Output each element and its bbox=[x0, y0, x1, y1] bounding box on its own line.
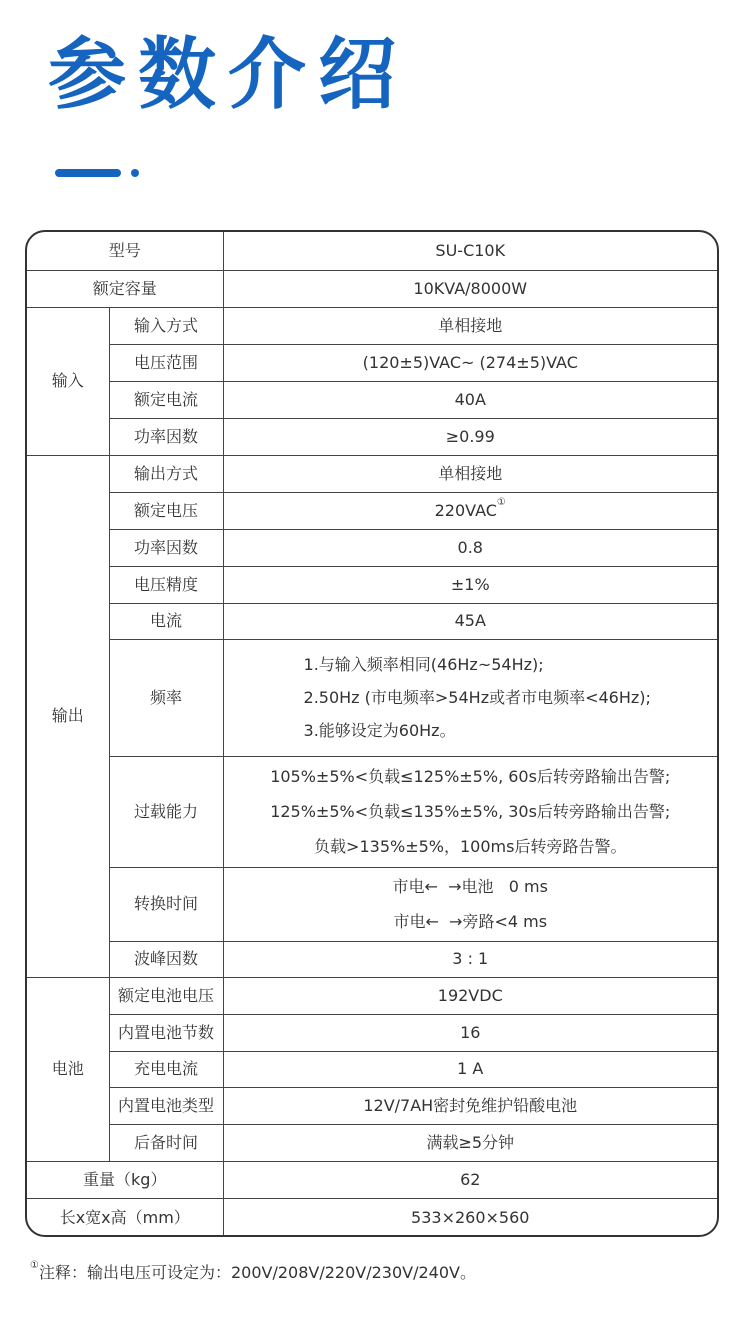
overload-line: 125%±5%<负载≤135%±5%, 30s后转旁路输出告警; bbox=[270, 802, 671, 821]
table-row bbox=[27, 529, 717, 566]
input-pf-label: 功率因数 bbox=[109, 418, 223, 455]
backup-time-label: 后备时间 bbox=[109, 1124, 223, 1161]
weight-value: 62 bbox=[223, 1161, 717, 1198]
overload-line: 负载>135%±5%，100ms后转旁路告警。 bbox=[314, 837, 627, 856]
footnote-marker: ① bbox=[30, 1260, 39, 1271]
table-row bbox=[27, 232, 717, 270]
charge-current-value: 1 A bbox=[223, 1051, 717, 1087]
table-row bbox=[27, 639, 717, 756]
model-label: 型号 bbox=[27, 232, 223, 270]
table-row bbox=[27, 977, 717, 1014]
table-row bbox=[27, 941, 717, 977]
page-title: 参数介绍 bbox=[48, 30, 409, 120]
table-row bbox=[27, 381, 717, 418]
input-mode-value: 单相接地 bbox=[223, 307, 717, 344]
table-row bbox=[27, 1124, 717, 1161]
table-row bbox=[27, 566, 717, 603]
precision-label: 电压精度 bbox=[109, 566, 223, 603]
transfer-label: 转换时间 bbox=[109, 867, 223, 941]
table-row bbox=[27, 1014, 717, 1051]
capacity-value: 10KVA/8000W bbox=[223, 270, 717, 307]
input-current-value: 40A bbox=[223, 381, 717, 418]
output-voltage-cell bbox=[223, 492, 717, 529]
title-underline-bar bbox=[55, 169, 121, 177]
overload-value bbox=[223, 756, 717, 867]
table-row bbox=[27, 1051, 717, 1087]
battery-type-label: 内置电池类型 bbox=[109, 1087, 223, 1124]
table-row bbox=[27, 492, 717, 529]
table-row bbox=[27, 1087, 717, 1124]
table-row bbox=[27, 867, 717, 941]
output-mode-value: 单相接地 bbox=[223, 455, 717, 492]
input-pf-value: ≥0.99 bbox=[223, 418, 717, 455]
precision-value: ±1% bbox=[223, 566, 717, 603]
dimensions-label: 长x宽x高（mm） bbox=[27, 1198, 223, 1236]
output-pf-label: 功率因数 bbox=[109, 529, 223, 566]
output-pf-value: 0.8 bbox=[223, 529, 717, 566]
capacity-label: 额定容量 bbox=[27, 270, 223, 307]
overload-label: 过载能力 bbox=[109, 756, 223, 867]
table-row bbox=[27, 270, 717, 307]
output-current-label: 电流 bbox=[109, 603, 223, 639]
battery-count-label: 内置电池节数 bbox=[109, 1014, 223, 1051]
overload-line: 105%±5%<负载≤125%±5%, 60s后转旁路输出告警; bbox=[270, 767, 671, 786]
table-row bbox=[27, 418, 717, 455]
output-mode-label: 输出方式 bbox=[109, 455, 223, 492]
table-row bbox=[27, 1198, 717, 1236]
model-value: SU-C10K bbox=[223, 232, 717, 270]
battery-count-value: 16 bbox=[223, 1014, 717, 1051]
footnote-marker: ① bbox=[496, 496, 506, 508]
spec-table bbox=[25, 230, 719, 1237]
voltage-range-label: 电压范围 bbox=[109, 344, 223, 381]
backup-time-value: 满载≥5分钟 bbox=[223, 1124, 717, 1161]
voltage-range-value: (120±5)VAC~ (274±5)VAC bbox=[223, 344, 717, 381]
output-group-label: 输出 bbox=[27, 455, 109, 977]
battery-voltage-value: 192VDC bbox=[223, 977, 717, 1014]
table-row bbox=[27, 344, 717, 381]
input-mode-label: 输入方式 bbox=[109, 307, 223, 344]
footnote-text: 注释：输出电压可设定为：200V/208V/220V/230V/240V。 bbox=[38, 1263, 476, 1282]
transfer-line: 市电← →旁路<4 ms bbox=[393, 912, 548, 931]
table-row bbox=[27, 756, 717, 867]
table-row bbox=[27, 603, 717, 639]
crest-value: 3 : 1 bbox=[223, 941, 717, 977]
battery-type-value: 12V/7AH密封免维护铅酸电池 bbox=[223, 1087, 717, 1124]
frequency-value bbox=[223, 639, 717, 756]
battery-group-label: 电池 bbox=[27, 977, 109, 1161]
frequency-line: 3.能够设定为60Hz。 bbox=[303, 721, 456, 740]
battery-voltage-label: 额定电池电压 bbox=[109, 977, 223, 1014]
input-group-label: 输入 bbox=[27, 307, 109, 455]
output-current-value: 45A bbox=[223, 603, 717, 639]
transfer-line: 市电← →电池 0 ms bbox=[392, 877, 548, 896]
transfer-value bbox=[223, 867, 717, 941]
dimensions-value: 533×260×560 bbox=[223, 1198, 717, 1236]
footnote bbox=[30, 1260, 476, 1283]
frequency-line: 2.50Hz (市电频率>54Hz或者市电频率<46Hz); bbox=[303, 688, 651, 707]
table-row bbox=[27, 307, 717, 344]
input-current-label: 额定电流 bbox=[109, 381, 223, 418]
title-underline-dot bbox=[131, 169, 139, 177]
output-voltage-value: 220VAC bbox=[434, 500, 497, 520]
crest-label: 波峰因数 bbox=[109, 941, 223, 977]
frequency-line: 1.与输入频率相同(46Hz~54Hz); bbox=[303, 655, 544, 674]
weight-label: 重量（kg） bbox=[27, 1161, 223, 1198]
table-row bbox=[27, 1161, 717, 1198]
frequency-label: 频率 bbox=[109, 639, 223, 756]
output-voltage-label: 额定电压 bbox=[109, 492, 223, 529]
table-row bbox=[27, 455, 717, 492]
charge-current-label: 充电电流 bbox=[109, 1051, 223, 1087]
